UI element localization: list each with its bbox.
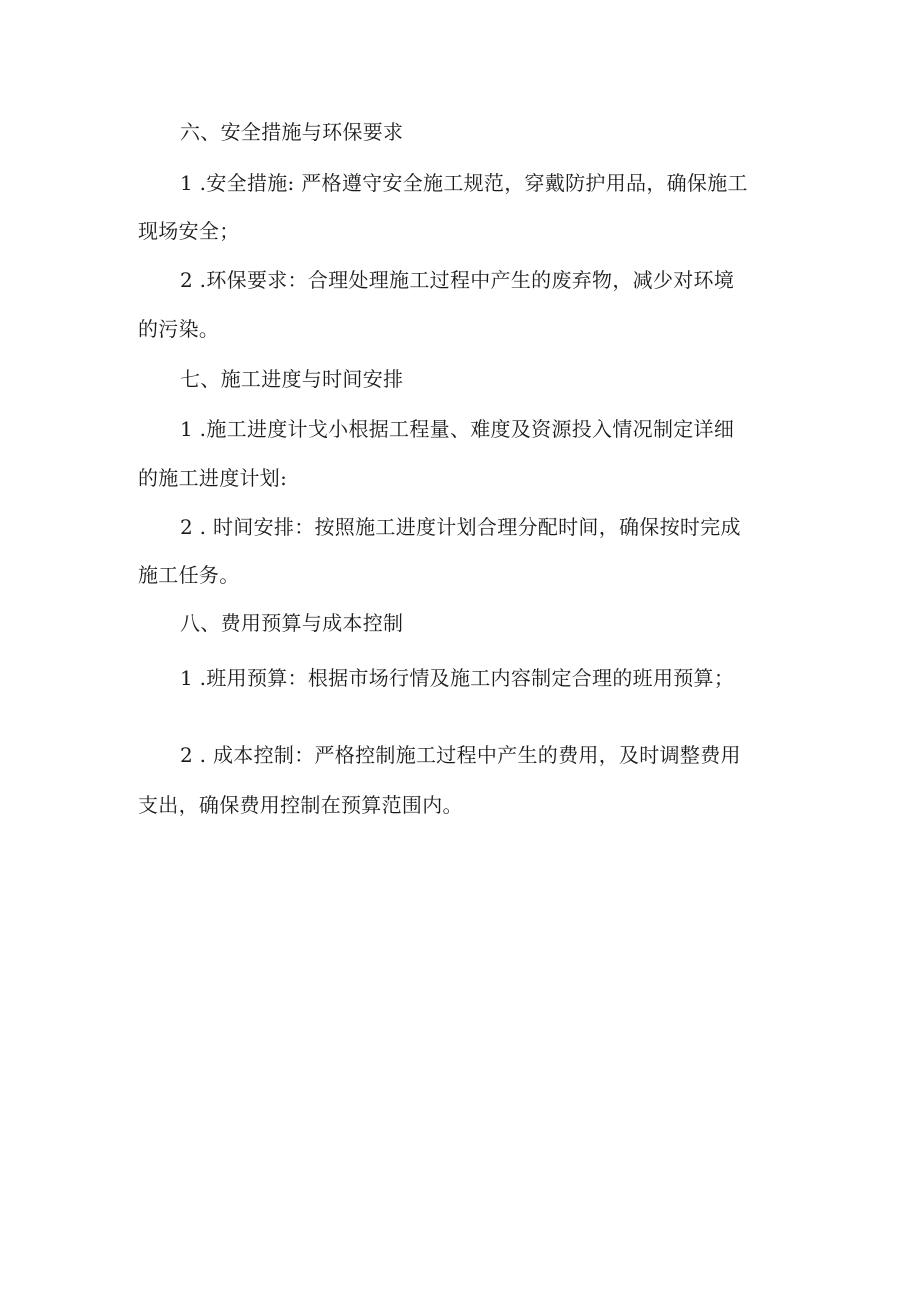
- item-cost-control-line1: 2 . 成本控制：严格控制施工过程中产生的费用，及时调整费用: [180, 743, 741, 767]
- item-budget-line1: 1 .班用预算：根据市场行情及施工内容制定合理的班用预算；: [180, 666, 735, 690]
- item-safety-measures-line2: 现场安全；: [138, 219, 240, 243]
- section-heading-6: 六、安全措施与环保要求: [180, 120, 404, 144]
- item-time-arrangement-line1: 2 . 时间安排：按照施工进度计划合理分配时间，确保按时完成: [180, 515, 741, 539]
- item-environmental-line2: 的污染。: [138, 317, 220, 341]
- item-cost-control-line2: 支出，确保费用控制在预算范围内。: [138, 793, 463, 817]
- item-time-arrangement-line2: 施工任务。: [138, 563, 240, 587]
- section-heading-7: 七、施工进度与时间安排: [180, 367, 404, 391]
- section-heading-8: 八、费用预算与成本控制: [180, 611, 404, 635]
- item-safety-measures-line1: 1 .安全措施: 严格遵守安全施工规范，穿戴防护用品，确保施工: [180, 171, 748, 195]
- item-schedule-plan-line2: 的施工进度计划:: [138, 466, 288, 490]
- item-schedule-plan-line1: 1 .施工进度计戈小根据工程量、难度及资源投入情况制定详细: [180, 417, 735, 441]
- item-environmental-line1: 2 .环保要求：合理处理施工过程中产生的废弃物，减少对环境: [180, 268, 735, 292]
